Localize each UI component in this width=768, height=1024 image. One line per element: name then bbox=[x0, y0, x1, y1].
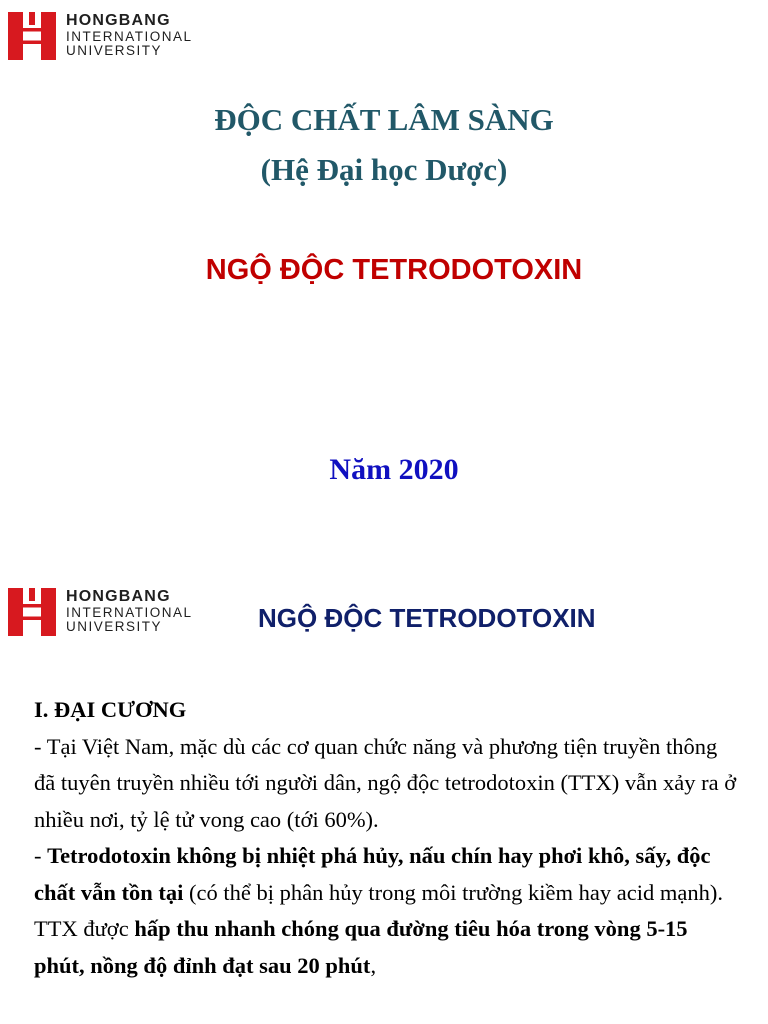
logo-line-3: UNIVERSITY bbox=[66, 619, 163, 635]
logo-line-1: HONGBANG bbox=[66, 588, 171, 606]
hongbang-logo-icon bbox=[8, 12, 56, 60]
logo-text bbox=[66, 589, 193, 634]
logo-text bbox=[66, 13, 193, 58]
section-heading: I. ĐẠI CƯƠNG bbox=[34, 697, 187, 722]
paragraph-2-bold-1: Tetrodotoxin không bị nhiệt phá hủy, nấu chín hay phơi khô, sấy, độc chất vẫn tồn tại bbox=[34, 843, 711, 905]
paragraph-2-text-1: (có thể bị phân hủy trong môi trường kiềm hay acid mạnh). TTX được bbox=[34, 879, 723, 941]
course-title: ĐỘC CHẤT LÂM SÀNG bbox=[214, 102, 554, 137]
year-label: Năm 2020 bbox=[329, 453, 459, 486]
logo-line-1: HONGBANG bbox=[66, 12, 171, 30]
paragraph-2 bbox=[34, 838, 740, 984]
topic-title: NGỘ ĐỘC TETRODOTOXIN bbox=[205, 254, 583, 286]
hongbang-logo-icon bbox=[8, 588, 56, 636]
content-slide bbox=[0, 576, 768, 1024]
university-logo bbox=[8, 588, 193, 636]
paragraph-2-dash: - bbox=[34, 843, 48, 868]
logo-line-2: INTERNATIONAL bbox=[66, 29, 193, 45]
paragraph-2-bold-2: hấp thu nhanh chóng qua đường tiêu hóa trong vòng 5-15 phút, nồng độ đỉnh đạt sau 20 phút bbox=[34, 916, 688, 978]
logo-line-2: INTERNATIONAL bbox=[66, 605, 193, 621]
paragraph-1: - Tại Việt Nam, mặc dù các cơ quan chức năng và phương tiện truyền thông đã tuyên truyền nhiều tới người dân, ngộ độc tetrodotoxin (TTX) vẫn xảy ra ở nhiều nơi, tỷ lệ tử vong cao (tới 60%). bbox=[34, 733, 737, 832]
paragraph-2-text-2: , bbox=[370, 952, 377, 978]
logo-line-3: UNIVERSITY bbox=[66, 43, 163, 59]
slide-body bbox=[34, 692, 740, 984]
course-subtitle: (Hệ Đại học Dược) bbox=[260, 152, 508, 187]
university-logo bbox=[8, 12, 193, 60]
slide-title: NGỘ ĐỘC TETRODOTOXIN bbox=[258, 603, 596, 633]
